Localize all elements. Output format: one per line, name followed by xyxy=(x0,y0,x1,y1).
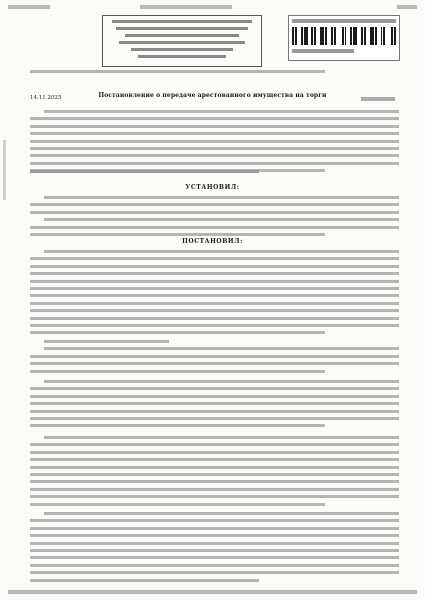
resolved-item-2 xyxy=(30,340,399,377)
date-place-row xyxy=(30,95,395,105)
print-footer-line xyxy=(8,590,417,594)
barcode-text xyxy=(292,19,396,23)
agency-header-box xyxy=(102,15,262,67)
resolved-item-3 xyxy=(30,380,399,432)
agency-header-line xyxy=(138,55,226,58)
agency-header-line xyxy=(131,48,233,51)
document-place xyxy=(361,97,395,101)
document-title: Постановление о передаче арестованного имущества на торги xyxy=(98,92,327,99)
document-date: 14.11.2025 xyxy=(30,95,62,101)
agency-header-line xyxy=(119,41,245,44)
section-resolved-heading: ПОСТАНОВИЛ: xyxy=(182,238,243,245)
resolved-item-4 xyxy=(30,436,399,510)
agency-header-line xyxy=(112,20,252,23)
resolved-item-5 xyxy=(30,512,399,586)
resolved-item-1 xyxy=(30,250,399,339)
print-header-line xyxy=(8,5,417,14)
agency-header-line xyxy=(116,27,247,30)
recipient-line xyxy=(30,170,399,177)
print-timestamp xyxy=(8,5,50,9)
agency-header-line xyxy=(125,34,239,37)
barcode-icon xyxy=(292,27,396,45)
section-established-heading: УСТАНОВИЛ: xyxy=(185,184,240,191)
barcode-block xyxy=(288,15,400,61)
established-paragraph xyxy=(30,196,399,240)
preamble-paragraph xyxy=(30,110,399,177)
scan-edge-mark xyxy=(3,140,6,200)
addressee-block xyxy=(30,70,399,77)
print-code xyxy=(140,5,232,9)
print-page-number xyxy=(397,5,417,9)
barcode-number xyxy=(292,49,354,53)
